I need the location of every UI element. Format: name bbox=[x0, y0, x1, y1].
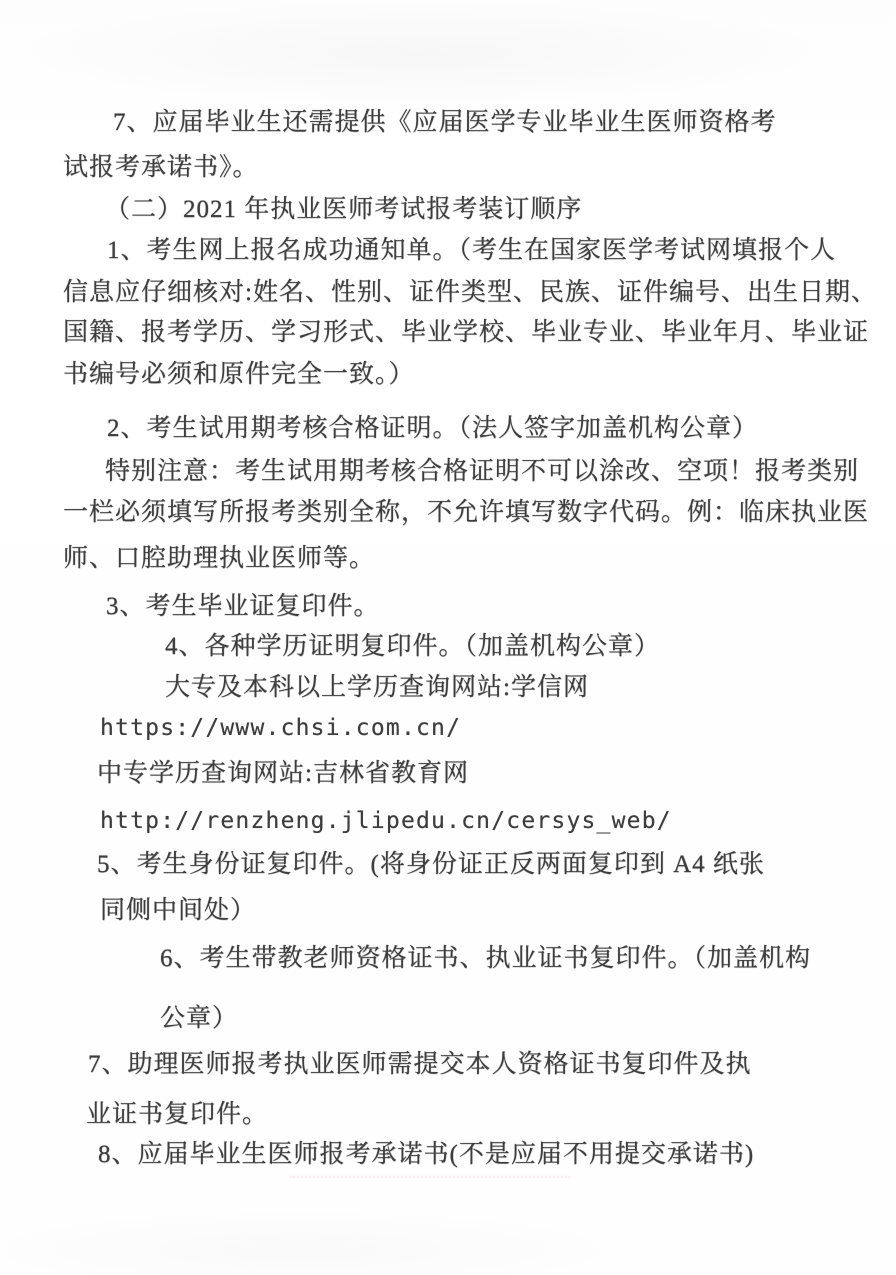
doc-line-4: 1、考生网上报名成功通知单。（考生在国家医学考试网填报个人 bbox=[107, 237, 837, 264]
doc-line-13: 4、各种学历证明复印件。（加盖机构公章） bbox=[165, 633, 661, 660]
doc-line-18: 5、考生身份证复印件。(将身份证正反两面复印到 A4 纸张 bbox=[97, 851, 765, 878]
doc-line-5: 信息应仔细核对:姓名、性别、证件类型、民族、证件编号、出生日期、 bbox=[63, 279, 877, 306]
doc-line-8: 2、考生试用期考核合格证明。（法人签字加盖机构公章） bbox=[107, 415, 759, 442]
doc-line-15-url-chsi: https://www.chsi.com.cn/ bbox=[100, 715, 462, 741]
doc-line-1: 7、应届毕业生还需提供《应届医学专业毕业生医师资格考 bbox=[113, 109, 777, 136]
doc-line-16: 中专学历查询网站:吉林省教育网 bbox=[97, 760, 469, 787]
doc-line-7: 书编号必须和原件完全一致。） bbox=[63, 361, 415, 388]
doc-line-23: 业证书复印件。 bbox=[86, 1101, 269, 1128]
doc-line-19: 同侧中间处） bbox=[100, 897, 257, 924]
scan-noise-artifact bbox=[290, 1176, 570, 1178]
doc-line-2: 试报考承诺书》。 bbox=[63, 154, 259, 181]
doc-line-9-special-note: 特别注意：考生试用期考核合格证明不可以涂改、空项！报考类别 bbox=[105, 458, 860, 485]
doc-line-10: 一栏必须填写所报考类别全称，不允许填写数字代码。例：临床执业医 bbox=[63, 499, 870, 526]
doc-line-3-section-heading: （二）2021 年执业医师考试报考装订顺序 bbox=[105, 196, 583, 223]
doc-line-21: 公章） bbox=[160, 1005, 239, 1032]
doc-line-24: 8、应届毕业生医师报考承诺书(不是应届不用提交承诺书) bbox=[98, 1141, 755, 1168]
doc-line-14: 大专及本科以上学历查询网站:学信网 bbox=[165, 674, 589, 701]
doc-line-22: 7、助理医师报考执业医师需提交本人资格证书复印件及执 bbox=[88, 1051, 752, 1078]
doc-line-6: 国籍、报考学历、学习形式、毕业学校、毕业专业、毕业年月、毕业证 bbox=[63, 319, 870, 346]
doc-line-11: 师、口腔助理执业医师等。 bbox=[63, 545, 376, 572]
doc-line-12: 3、考生毕业证复印件。 bbox=[106, 593, 380, 620]
doc-line-17-url-jilin-edu: http://renzheng.jlipedu.cn/cersys_web/ bbox=[100, 808, 672, 834]
doc-line-20: 6、考生带教老师资格证书、执业证书复印件。（加盖机构 bbox=[160, 945, 812, 972]
